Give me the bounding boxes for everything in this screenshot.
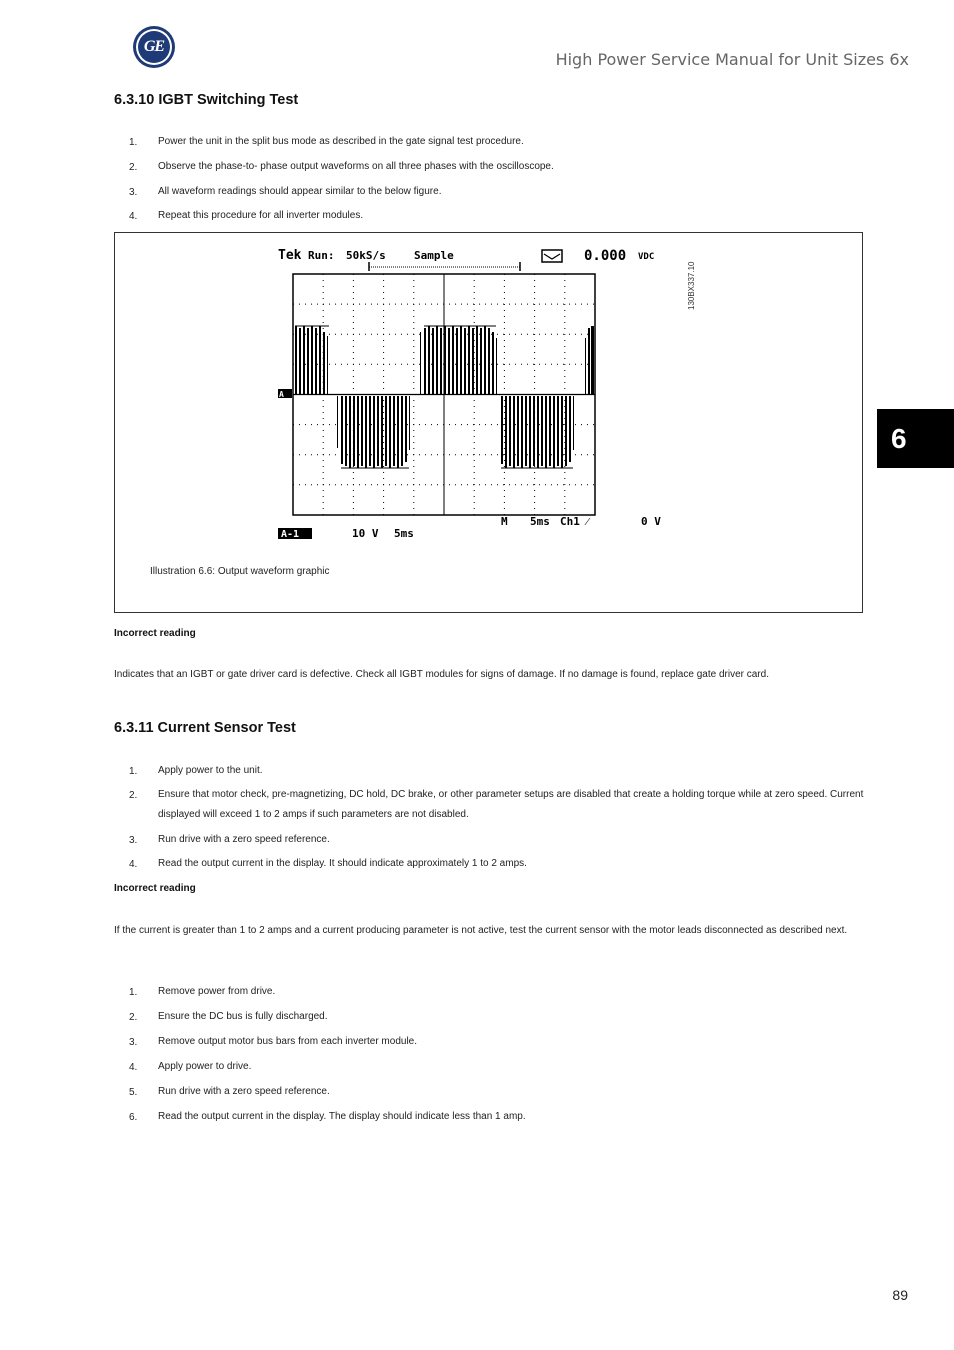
scope-readout-unit: VDC	[638, 252, 655, 262]
list-number: 3.	[129, 187, 138, 198]
list-number: 4.	[129, 859, 138, 870]
channel-label: A-1	[281, 529, 300, 540]
incorrect-reading-label: Incorrect reading	[114, 628, 196, 639]
oscilloscope-graphic	[274, 244, 674, 544]
list-text: Repeat this procedure for all inverter modules.	[158, 210, 364, 221]
volts-per-div: 10 V	[352, 527, 379, 540]
incorrect-reading-label: Incorrect reading	[114, 883, 196, 894]
incorrect-reading-text: If the current is greater than 1 to 2 amps and a current producing parameter is not active, test the current sensor with the motor leads disconnected as described next.	[114, 925, 848, 936]
ge-logo	[136, 29, 172, 65]
scope-graticule	[293, 274, 595, 515]
list-number: 2.	[129, 790, 138, 801]
list-text: Power the unit in the split bus mode as described in the gate signal test procedure.	[158, 136, 524, 147]
time-per-div: 5ms	[394, 527, 414, 540]
m-time: 5ms	[530, 515, 550, 528]
scope-mode-label: Sample	[414, 249, 454, 262]
list-number: 2.	[129, 162, 138, 173]
scope-run-label: Run:	[308, 249, 335, 262]
list-text: Run drive with a zero speed reference.	[158, 1086, 330, 1097]
list-text: Remove power from drive.	[158, 986, 276, 997]
trigger-source: Ch1 ⁄	[560, 515, 589, 528]
list-text: Apply power to drive.	[158, 1061, 252, 1072]
record-length-bracket	[369, 262, 520, 271]
incorrect-reading-text: Indicates that an IGBT or gate driver card is defective. Check all IGBT modules for signs of damage. If no damage is found, replace gate driver card.	[114, 669, 769, 680]
list-text: Read the output current in the display. The display should indicate less than 1 amp.	[158, 1111, 526, 1122]
scope-rate-label: 50kS/s	[346, 249, 386, 262]
scope-readout-value: 0.000	[584, 248, 627, 264]
ground-marker-label: A	[279, 390, 284, 399]
list-number: 4.	[129, 1062, 138, 1073]
scope-readout-icon	[542, 250, 562, 262]
header-title: High Power Service Manual for Unit Sizes 6x	[555, 50, 909, 69]
list-number: 1.	[129, 137, 138, 148]
m-label: M	[501, 515, 508, 528]
trigger-level: 0 V	[641, 515, 661, 528]
list-text: Remove output motor bus bars from each inverter module.	[158, 1036, 418, 1047]
list-text: Observe the phase-to- phase output waveforms on all three phases with the oscilloscope.	[158, 161, 554, 172]
list-number: 3.	[129, 1037, 138, 1048]
logo-text: GE	[143, 38, 165, 55]
list-number: 1.	[129, 766, 138, 777]
list-text: Read the output current in the display. It should indicate approximately 1 to 2 amps.	[158, 858, 527, 869]
figure-caption: Illustration 6.6: Output waveform graphic	[150, 566, 330, 577]
section-heading-6311: 6.3.11 Current Sensor Test	[114, 720, 296, 736]
list-text: Ensure that motor check, pre-magnetizing, DC hold, DC brake, or other parameter setups are disabled that create a holding torque while at zero speed. Current displayed will exceed 1 to 2 amps if such parameters are not disabled.	[158, 789, 864, 820]
page-number: 89	[892, 1287, 908, 1303]
list-number: 4.	[129, 211, 138, 222]
list-text: Run drive with a zero speed reference.	[158, 834, 330, 845]
section-heading-6310: 6.3.10 IGBT Switching Test	[114, 92, 299, 108]
chapter-tab: 6	[877, 409, 954, 468]
list-number: 6.	[129, 1112, 138, 1123]
list-number: 5.	[129, 1087, 138, 1098]
list-text: All waveform readings should appear similar to the below figure.	[158, 186, 442, 197]
list-text: Ensure the DC bus is fully discharged.	[158, 1011, 328, 1022]
list-number: 1.	[129, 987, 138, 998]
scope-tek-label: Tek	[278, 248, 302, 263]
list-number: 3.	[129, 835, 138, 846]
list-number: 2.	[129, 1012, 138, 1023]
figure-code: 130BX337.10	[687, 261, 696, 310]
list-text: Apply power to the unit.	[158, 765, 263, 776]
